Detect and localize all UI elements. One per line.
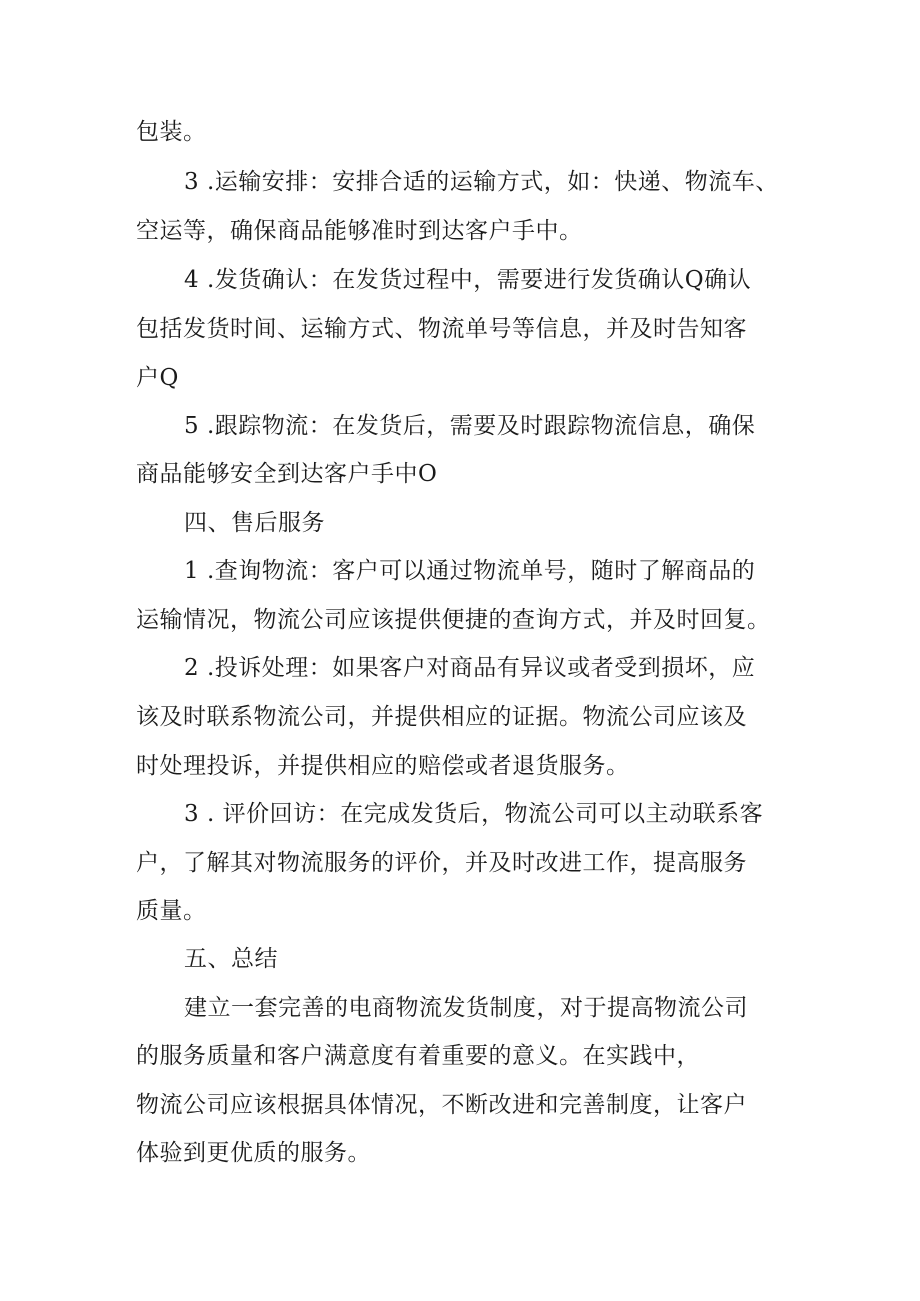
paragraph-line: 3 .运输安排：安排合适的运输方式，如：快递、物流车、 <box>184 169 779 195</box>
paragraph-line: 时处理投诉，并提供相应的赔偿或者退货服务。 <box>136 753 630 779</box>
paragraph-line: 户，了解其对物流服务的评价，并及时改进工作，提高服务 <box>136 850 747 876</box>
paragraph-line: 包装。 <box>136 119 207 145</box>
paragraph-line: 1 .查询物流：客户可以通过物流单号，随时了解商品的 <box>184 558 756 584</box>
paragraph-line: 物流公司应该根据具体情况，不断改进和完善制度，让客户 <box>136 1092 747 1118</box>
paragraph-line: 包括发货时间、运输方式、物流单号等信息，并及时告知客 <box>136 316 747 342</box>
paragraph-line: 质量。 <box>136 898 207 924</box>
paragraph-line: 运输情况，物流公司应该提供便捷的查询方式，并及时回复。 <box>136 607 771 633</box>
section-heading: 四、售后服务 <box>184 510 325 536</box>
paragraph-line: 户Q <box>136 365 179 391</box>
paragraph-line: 5 .跟踪物流：在发货后，需要及时跟踪物流信息，确保 <box>184 413 756 439</box>
paragraph-line: 建立一套完善的电商物流发货制度，对于提高物流公司 <box>184 995 748 1021</box>
paragraph-line: 该及时联系物流公司，并提供相应的证据。物流公司应该及 <box>136 704 747 730</box>
paragraph-line: 4 .发货确认：在发货过程中，需要进行发货确认Q确认 <box>184 267 752 293</box>
paragraph-line: 的服务质量和客户满意度有着重要的意义。在实践中， <box>136 1043 700 1069</box>
paragraph-line: 空运等，确保商品能够准时到达客户手中。 <box>136 218 583 244</box>
paragraph-line: 2 .投诉处理：如果客户对商品有异议或者受到损坏，应 <box>184 655 756 681</box>
paragraph-line: 3 . 评价回访：在完成发货后，物流公司可以主动联系客 <box>184 801 764 827</box>
paragraph-line: 体验到更优质的服务。 <box>136 1140 371 1166</box>
paragraph-line: 商品能够安全到达客户手中O <box>136 461 438 487</box>
section-heading: 五、总结 <box>184 946 278 972</box>
